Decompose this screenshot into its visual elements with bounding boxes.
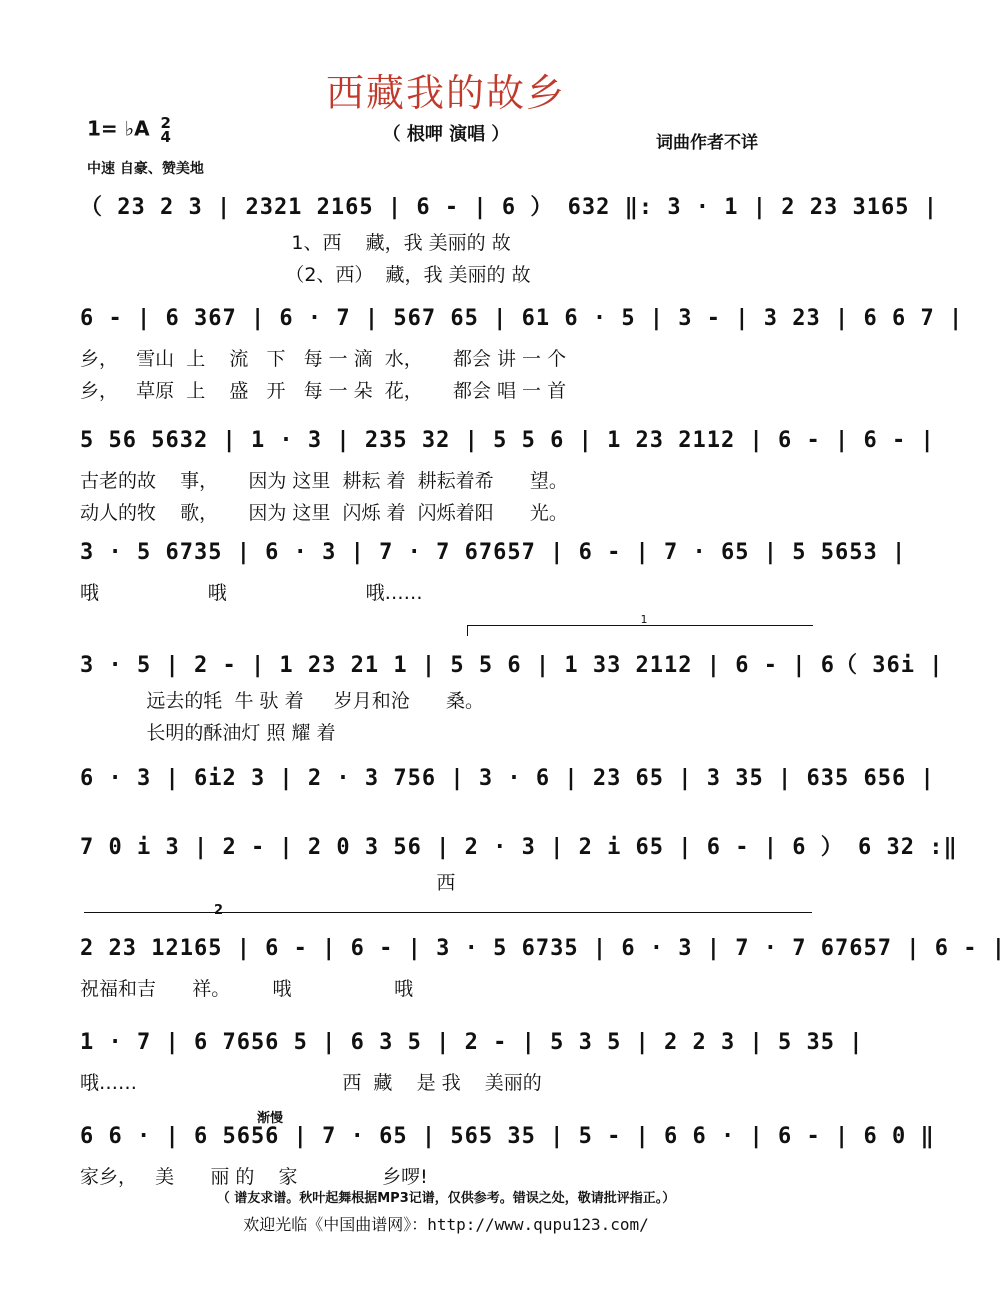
lyrics-line: 家乡， 美 丽 的 家 乡啰! [80,1166,428,1188]
notation-row: 5 56 5632 | 1 · 3 | 235 32 | 5 5 6 | 1 23 2112 | 6 - | 6 - | [80,428,935,453]
volta-bracket-1 [467,613,813,636]
notation-row: 7 0 i 3 | 2 - | 2 0 3 56 | 2 · 3 | 2 i 65 | 6 - | 6 ） 6 32 :‖ [80,835,958,860]
tempo-marking: 中速 自豪、赞美地 [87,161,204,177]
time-signature-bottom: 4 [160,128,171,146]
footer-note: （ 谱友求谱。秋叶起舞根据MP3记谱，仅供参考。错误之处，敬请批评指正。） [216,1191,676,1206]
notation-row: 6 · 3 | 6i2 3 | 2 · 3 756 | 3 · 6 | 23 65 | 3 35 | 635 656 | [80,766,935,791]
lyrics-line: 西 [80,872,456,894]
time-signature [161,116,171,144]
lyrics-line: 哦 哦 哦…… [80,582,423,604]
key-signature [87,116,171,144]
lyrics-line: 乡， 雪山 上 流 下 每 一 滴 水， 都会 讲 一 个 [80,348,567,370]
volta-bracket-2 [84,912,812,913]
lyrics-line: 古老的故 事， 因为 这里 耕耘 着 耕耘着希 望。 [80,470,568,492]
lyrics-line: 乡， 草原 上 盛 开 每 一 朵 花， 都会 唱 一 首 [80,380,567,402]
notation-row: 6 - | 6 367 | 6 · 7 | 567 65 | 61 6 · 5 | 3 - | 3 23 | 6 6 7 | [80,306,964,331]
volta-label-2: 2 [214,903,224,918]
lyrics-line: 长明的酥油灯 照 耀 着 [80,722,336,744]
notation-row: 6 6 · | 6 5656 | 7 · 65 | 565 35 | 5 - | 6 6 · | 6 - | 6 0 ‖ [80,1124,935,1149]
composer-credit: 词曲作者不详 [656,133,758,153]
notation-row: 1 · 7 | 6 7656 5 | 6 3 5 | 2 - | 5 3 5 | 2 2 3 | 5 35 | [80,1030,864,1055]
notation-row: 3 · 5 6735 | 6 · 3 | 7 · 7 67657 | 6 - | 7 · 65 | 5 5653 | [80,540,907,565]
performer-credit: （ 根呷 演唱 ） [382,124,510,145]
volta-label-1: 1 [640,613,648,626]
tempo-change-marking: 渐慢 [257,1111,284,1126]
lyrics-line: （2、西） 藏，我 美丽的 故 [80,264,531,286]
notation-row: （ 23 2 3 | 2321 2165 | 6 - | 6 ） 632 ‖: 3 · 1 | 2 23 3165 | [80,195,938,220]
time-signature-top: 2 [160,114,171,132]
lyrics-line: 动人的牧 歌， 因为 这里 闪烁 着 闪烁着阳 光。 [80,502,568,524]
notation-row: 2 23 12165 | 6 - | 6 - | 3 · 5 6735 | 6 · 3 | 7 · 7 67657 | 6 - | [80,936,1006,961]
notation-row: 3 · 5 | 2 - | 1 23 21 1 | 5 5 6 | 1 33 2112 | 6 - | 6（ 36i | [80,653,944,678]
lyrics-line: 远去的牦 牛 驮 着 岁月和沧 桑。 [80,690,485,712]
page-title: 西藏我的故乡 [325,71,566,115]
lyrics-line: 祝福和吉 祥。 哦 哦 [80,978,414,1000]
lyrics-line: 1、西 藏，我 美丽的 故 [80,232,511,254]
lyrics-line: 哦…… 西 藏 是 我 美丽的 [80,1072,542,1094]
footer-site: 欢迎光临《中国曲谱网》：http://www.qupu123.com/ [243,1215,649,1234]
key-label: 1= ♭A [87,116,150,141]
